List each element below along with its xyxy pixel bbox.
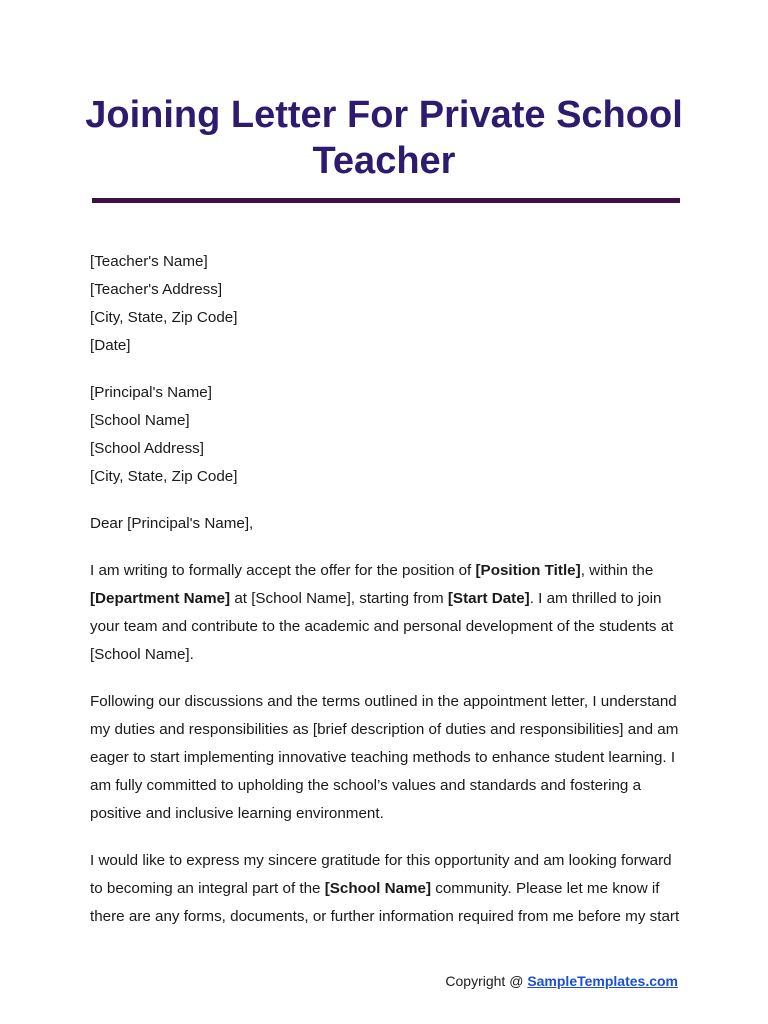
letter-body [90,248,680,931]
copyright-footer [445,970,678,992]
position-title-placeholder: [Position Title] [475,562,581,579]
sender-name: [Teacher's Name] [90,253,208,270]
recipient-name: [Principal's Name] [90,384,212,401]
paragraph-gratitude [90,847,680,931]
paragraph-text: . I am thrilled to join your team and contribute to the academic and personal development of the students at [School Name]. [90,590,674,663]
title-divider [92,198,680,203]
recipient-school-name: [School Name] [90,412,190,429]
paragraph-text: I am writing to formally accept the offer for the position of [90,562,476,579]
copyright-prefix: Copyright @ [445,973,528,989]
paragraph-text: I would like to express my sincere gratitude for this opportunity and am looking forward to becoming an integral part of the [90,852,672,897]
paragraph-text: community. Please let me know if there are any forms, documents, or further information required from me before my start [90,880,680,925]
paragraph-text: at [School Name], starting from [230,590,448,607]
school-name-placeholder: [School Name] [324,880,432,897]
sender-city-state-zip: [City, State, Zip Code] [90,309,238,326]
salutation: Dear [Principal's Name], [90,515,254,532]
department-name-placeholder: [Department Name] [90,590,231,607]
sender-address: [Teacher's Address] [90,281,223,298]
paragraph-acceptance [90,557,680,669]
recipient-school-address: [School Address] [90,440,204,457]
sampletemplates-link[interactable]: SampleTemplates.com [527,973,678,989]
document-title: Joining Letter For Private School Teacher [85,94,683,182]
recipient-city-state-zip: [City, State, Zip Code] [90,468,238,485]
start-date-placeholder: [Start Date] [447,590,530,607]
paragraph-duties: Following our discussions and the terms outlined in the appointment letter, I understand my duties and responsibilities as [brief description of duties and responsibilities] and am eager to start implementing innovative teaching methods to enhance student learning. I am fully committed to upholding the school’s values and standards and fostering a positive and inclusive learning environment. [90,693,679,822]
sender-address-block [90,248,680,360]
recipient-address-block [90,379,680,491]
letter-date: [Date] [90,337,131,354]
paragraph-text: , within the [580,562,654,579]
